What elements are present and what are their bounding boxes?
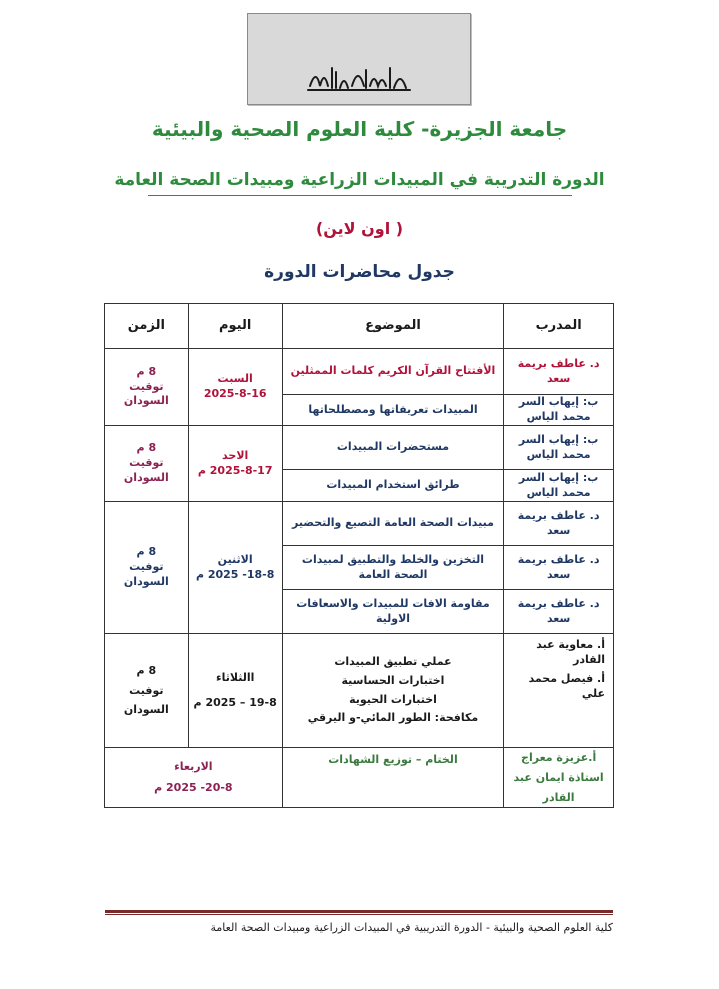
- table-row: [105, 426, 614, 470]
- title-underline: [148, 195, 572, 196]
- trainer-cell: د. عاطف بريمة سعد: [504, 546, 614, 590]
- time-cell: [105, 349, 189, 426]
- trainer-cell: ب: إيهاب السر محمد الياس: [504, 426, 614, 470]
- topic-cell: مقاومة الافات للمبيدات والاسعافات الاولية: [282, 590, 504, 634]
- table-header-row: [105, 304, 614, 349]
- header-time: الزمن: [105, 304, 189, 349]
- day-name: االثلاثاء: [215, 670, 255, 684]
- calligraphy-logo: [306, 60, 412, 96]
- online-label: ( اون لاين): [315, 219, 404, 238]
- day-name: الاربعاء: [174, 759, 213, 773]
- time-country: السودان: [123, 703, 169, 717]
- footer-rule-thin: [105, 914, 613, 915]
- topic-cell: مستحضرات المبيدات: [282, 426, 504, 470]
- time-hour: 8 م: [136, 441, 157, 455]
- time-zone: توفيت: [129, 683, 164, 697]
- topic-cell: التخزين والخلط والتطبيق لمبيدات الصحة العامة: [282, 546, 504, 590]
- topic-line: اختبارات الحساسية: [341, 673, 445, 687]
- time-cell: [105, 426, 189, 502]
- time-zone: توقيت: [129, 379, 164, 393]
- trainer-cell: [504, 748, 614, 808]
- footer-rule-thick: [105, 910, 613, 913]
- topic-cell: [282, 634, 504, 748]
- day-name: السبت: [217, 372, 253, 386]
- time-country: السودان: [123, 574, 169, 588]
- table-row: [105, 349, 614, 395]
- time-hour: 8 م: [136, 545, 157, 559]
- trainer-name: أ. فيصل محمد علي: [528, 671, 605, 700]
- trainer-name: أ. معاوية عبد القادر: [536, 638, 605, 666]
- day-date: 2025-8-17 م: [197, 463, 273, 477]
- time-cell: [105, 502, 189, 634]
- topic-cell: المبيدات تعريفاتها ومصطلحاتها: [282, 395, 504, 426]
- trainer-name: استاذة ايمان عبد القادر: [513, 770, 604, 804]
- topic-cell: طرائق استخدام المبيدات: [282, 470, 504, 502]
- day-date: 19-8 – 2025 م: [193, 695, 277, 709]
- topic-line: اختبارات الحيوية: [349, 692, 437, 706]
- table-row: [105, 748, 614, 808]
- trainer-cell: ب: إيهاب السر محمد الياس: [504, 470, 614, 502]
- day-cell: [188, 502, 282, 634]
- trainer-cell: [504, 634, 614, 748]
- course-title: الدورة التدريبة في المبيدات الزراعية ومبيدات الصحة العامة: [114, 170, 605, 190]
- header-trainer: المدرب: [504, 304, 614, 349]
- university-title: جامعة الجزيرة- كلية العلوم الصحية والبيئية: [151, 117, 568, 141]
- time-hour: 8 م: [136, 364, 157, 378]
- trainer-cell: ب: إيهاب السر محمد الياس: [504, 395, 614, 426]
- trainer-name: أ.عزيزة معراج: [521, 751, 597, 764]
- time-zone: توقيت: [129, 456, 164, 470]
- time-hour: 8 م: [136, 663, 157, 677]
- table-row: [105, 502, 614, 546]
- time-zone: توفيت: [129, 560, 164, 574]
- trainer-cell: د. عاطف بريمة سعد: [504, 349, 614, 395]
- topic-line: عملي تطبيق المبيدات: [334, 655, 452, 669]
- day-name: الاثنين: [217, 552, 253, 566]
- topic-cell: الأفتتاح القرآن الكريم كلمات الممثلين: [282, 349, 504, 395]
- table-row: [105, 634, 614, 748]
- day-cell: [188, 634, 282, 748]
- schedule-title: جدول محاضرات الدورة: [264, 262, 455, 282]
- day-date: 20-8- 2025 م: [154, 780, 233, 794]
- day-cell: [188, 349, 282, 426]
- topic-line: مكافحة: الطور المائي-و اليرقي: [307, 711, 479, 725]
- time-country: السودان: [123, 470, 169, 484]
- header-logo-box: [247, 13, 471, 105]
- schedule-table: [104, 303, 614, 808]
- trainer-cell: د. عاطف بريمة سعد: [504, 502, 614, 546]
- topic-cell: مبيدات الصحة العامة التصيع والتحضير: [282, 502, 504, 546]
- day-name: الاحد: [222, 448, 249, 462]
- header-topic: الموضوع: [282, 304, 504, 349]
- trainer-cell: د. عاطف بريمة سعد: [504, 590, 614, 634]
- header-day: اليوم: [188, 304, 282, 349]
- footer-text: كلية العلوم الصحية والبيئية - الدورة التدريبية في المبيدات الزراعية ومبيدات الصحة العامة: [210, 921, 613, 934]
- time-cell: [105, 634, 189, 748]
- day-date: 18-8- 2025 م: [195, 567, 275, 581]
- time-country: السودان: [123, 394, 169, 408]
- day-date: 2025-8-16: [203, 387, 267, 400]
- day-cell: [105, 748, 283, 808]
- topic-cell: الختام – توزيع الشهادات: [282, 748, 504, 808]
- day-cell: [188, 426, 282, 502]
